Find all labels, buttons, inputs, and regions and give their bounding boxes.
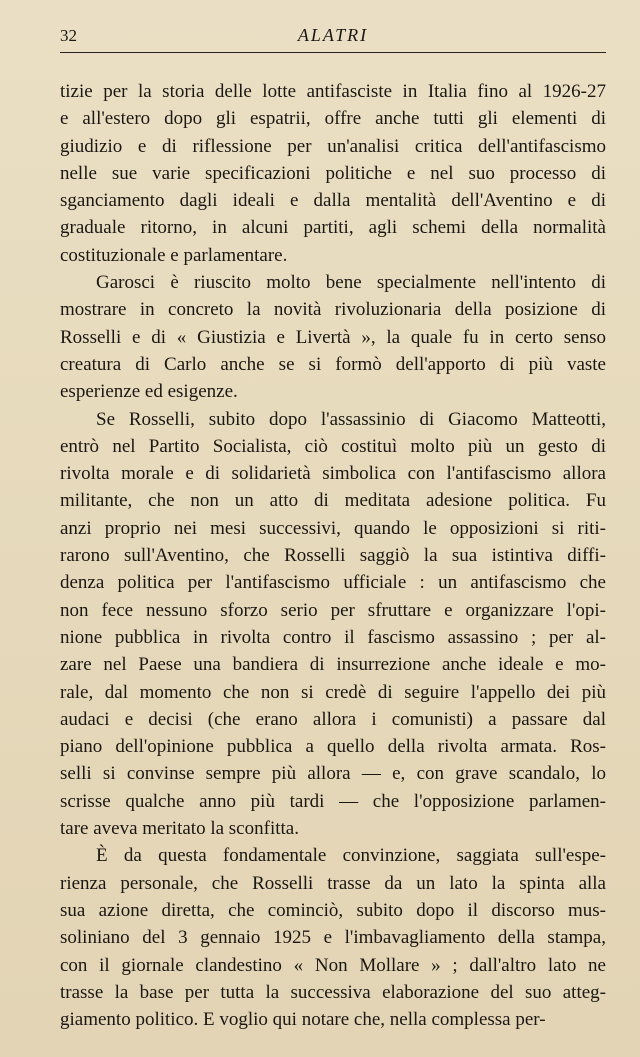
text-line: esperienze ed esigenze.: [60, 381, 238, 403]
text-line: giudizio e di riflessione per un'analisi critica dell'antifascismo: [60, 135, 606, 157]
text-line: nione pubblica in rivolta contro il fascismo assassino ; per al-: [60, 626, 606, 648]
text-line: zare nel Paese una bandiera di insurrezione anche ideale e mo-: [60, 654, 606, 676]
text-line: trasse la base per tutta la successiva elaborazione del suo atteg-: [60, 981, 606, 1003]
page-number: 32: [60, 26, 77, 45]
text-line: denza politica per l'antifascismo ufficiale : un antifascismo che: [60, 572, 606, 594]
text-line: piano dell'opinione pubblica a quello della rivolta armata. Ros-: [60, 736, 606, 758]
text-line: tizie per la storia delle lotte antifasciste in Italia fino al 1926-27: [60, 81, 606, 102]
paragraph: [60, 78, 606, 269]
text-line: anzi proprio nei mesi successivi, quando le opposizioni si riti-: [60, 517, 606, 539]
text-line: con il giornale clandestino « Non Mollare » ; dall'altro lato ne: [60, 954, 606, 976]
text-line: scrisse qualche anno più tardi — che l'opposizione parlamen-: [60, 790, 606, 812]
text-line: costituzionale e parlamentare.: [60, 244, 288, 266]
text-line: creatura di Carlo anche se si formò dell'apporto di più vaste: [60, 353, 606, 375]
text-line: sua azione diretta, che cominciò, subito dopo il discorso mus-: [60, 899, 606, 921]
text-line: rivolta morale e di solidarietà simbolica con l'antifascismo allora: [60, 463, 606, 485]
text-line: entrò nel Partito Socialista, ciò costituì molto più un gesto di: [60, 435, 606, 457]
text-line: e all'estero dopo gli espatrii, offre anche tutti gli elementi di: [60, 108, 606, 130]
page-header: [60, 24, 606, 53]
text-line: selli si convinse sempre più allora — e, con grave scandalo, lo: [60, 763, 606, 785]
text-line: nelle sue varie specificazioni politiche e nel suo processo di: [60, 162, 606, 184]
text-line: soliniano del 3 gennaio 1925 e l'imbavagliamento della stampa,: [60, 927, 606, 949]
text-line: militante, che non un atto di meditata adesione politica. Fu: [60, 490, 606, 512]
text-line: giamento politico. E voglio qui notare che, nella complessa per-: [60, 1009, 546, 1031]
text-line: mostrare in concreto la novità rivoluzionaria della posizione di: [60, 299, 606, 321]
text-line: non fece nessuno sforzo serio per sfruttare e organizzare l'opi-: [60, 599, 606, 621]
text-line: rarono sull'Aventino, che Rosselli saggiò la sua istintiva diffi-: [60, 545, 606, 567]
paragraph: [60, 269, 606, 405]
text-line: rienza personale, che Rosselli trasse da un lato la spinta alla: [60, 872, 606, 894]
body-text: [60, 78, 606, 1033]
text-line: audaci e decisi (che erano allora i comunisti) a passare dal: [60, 708, 606, 730]
text-line: È da questa fondamentale convinzione, saggiata sull'espe-: [96, 845, 606, 867]
text-line: graduale ritorno, in alcuni partiti, agli schemi della normalità: [60, 217, 606, 239]
running-head: ALATRI: [297, 25, 369, 45]
text-line: tare aveva meritato la sconfitta.: [60, 818, 299, 840]
text-line: Se Rosselli, subito dopo l'assassinio di Giacomo Matteotti,: [96, 408, 606, 430]
text-line: Rosselli e di « Giustizia e Livertà », la quale fu in certo senso: [60, 326, 606, 348]
paragraph: [60, 406, 606, 843]
text-line: rale, dal momento che non si credè di seguire l'appello dei più: [60, 681, 606, 703]
paragraph: [60, 842, 606, 1033]
text-line: Garosci è riuscito molto bene specialmente nell'intento di: [96, 272, 606, 294]
text-line: sganciamento dagli ideali e dalla mentalità dell'Aventino e di: [60, 190, 606, 212]
